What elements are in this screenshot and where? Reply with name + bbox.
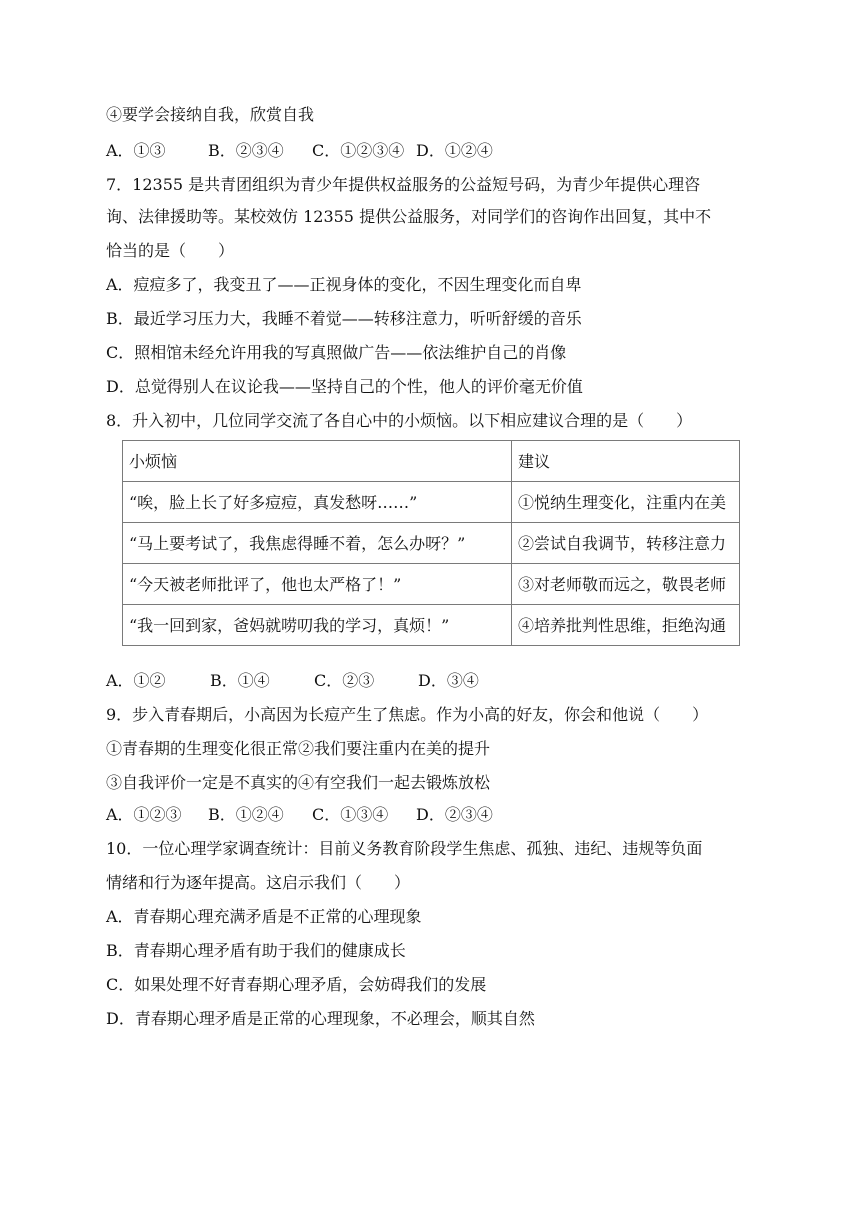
q7-stem-line-2: 询、法律援助等。某校效仿 12355 提供公益服务，对同学们的咨询作出回复，其中不: [106, 207, 712, 226]
table-cell-worry: “马上要考试了，我焦虑得睡不着，怎么办呀？”: [123, 523, 512, 564]
q9-option-b: B．①②④: [208, 805, 284, 824]
q8-table: [122, 440, 740, 646]
q7-option-c: C．照相馆未经允许用我的写真照做广告——依法维护自己的肖像: [106, 343, 567, 362]
table-header-worry: 小烦恼: [123, 441, 512, 482]
q10-option-b: B．青春期心理矛盾有助于我们的健康成长: [106, 941, 406, 960]
q6-option-d: D．①②④: [416, 141, 493, 160]
q7-option-a: A．痘痘多了，我变丑了——正视身体的变化，不因生理变化而自卑: [106, 275, 582, 294]
table-row: [123, 564, 740, 605]
q6-options: [106, 140, 493, 162]
table-cell-advice: ①悦纳生理变化，注重内在美: [512, 482, 740, 523]
table-cell-worry: “唉，脸上长了好多痘痘，真发愁呀……”: [123, 482, 512, 523]
q9-option-c: C．①③④: [312, 805, 389, 824]
q8-option-d: D．③④: [418, 671, 479, 690]
q10-option-d: D．青春期心理矛盾是正常的心理现象，不必理会，顺其自然: [106, 1009, 535, 1028]
q10-stem-line-1: 10．一位心理学家调查统计：目前义务教育阶段学生焦虑、孤独、违纪、违规等负面: [106, 839, 703, 858]
q8-option-c: C．②③: [314, 671, 375, 690]
table-cell-worry: “我一回到家，爸妈就唠叨我的学习，真烦！”: [123, 605, 512, 646]
table-row: [123, 523, 740, 564]
table-header-advice: 建议: [512, 441, 740, 482]
table-cell-advice: ④培养批判性思维，拒绝沟通: [512, 605, 740, 646]
q8-stem: 8．升入初中，几位同学交流了各自心中的小烦恼。以下相应建议合理的是（ ）: [106, 411, 693, 430]
q6-item-4: ④要学会接纳自我，欣赏自我: [106, 105, 315, 124]
q9-stem: 9．步入青春期后，小高因为长痘产生了焦虑。作为小高的好友，你会和他说（ ）: [106, 705, 709, 724]
q10-option-c: C．如果处理不好青春期心理矛盾，会妨碍我们的发展: [106, 975, 487, 994]
q9-items-line-1: ①青春期的生理变化很正常②我们要注重内在美的提升: [106, 739, 491, 758]
q6-option-a: A．①③: [106, 141, 166, 160]
table-row: [123, 605, 740, 646]
q7-stem-line-3: 恰当的是（ ）: [106, 241, 235, 260]
table-cell-advice: ③对老师敬而远之，敬畏老师: [512, 564, 740, 605]
table-row: [123, 482, 740, 523]
q8-option-a: A．①②: [106, 671, 166, 690]
q8-option-b: B．①④: [210, 671, 270, 690]
q8-options: [106, 670, 479, 692]
q7-option-d: D．总觉得别人在议论我——坚持自己的个性，他人的评价毫无价值: [106, 377, 583, 396]
q6-option-c: C．①②③④: [312, 141, 405, 160]
q10-option-a: A．青春期心理充满矛盾是不正常的心理现象: [106, 907, 422, 926]
q7-stem-line-1: 7．12355 是共青团组织为青少年提供权益服务的公益短号码，为青少年提供心理咨: [106, 175, 701, 194]
q9-options: [106, 804, 493, 826]
q9-option-a: A．①②③: [106, 805, 182, 824]
q9-items-line-2: ③自我评价一定是不真实的④有空我们一起去锻炼放松: [106, 773, 491, 792]
q6-option-b: B．②③④: [208, 141, 284, 160]
table-header-row: [123, 441, 740, 482]
q9-option-d: D．②③④: [416, 805, 493, 824]
q10-stem-line-2: 情绪和行为逐年提高。这启示我们（ ）: [106, 873, 411, 892]
table-cell-advice: ②尝试自我调节，转移注意力: [512, 523, 740, 564]
table-cell-worry: “今天被老师批评了，他也太严格了！”: [123, 564, 512, 605]
q7-option-b: B．最近学习压力大，我睡不着觉——转移注意力，听听舒缓的音乐: [106, 309, 582, 328]
